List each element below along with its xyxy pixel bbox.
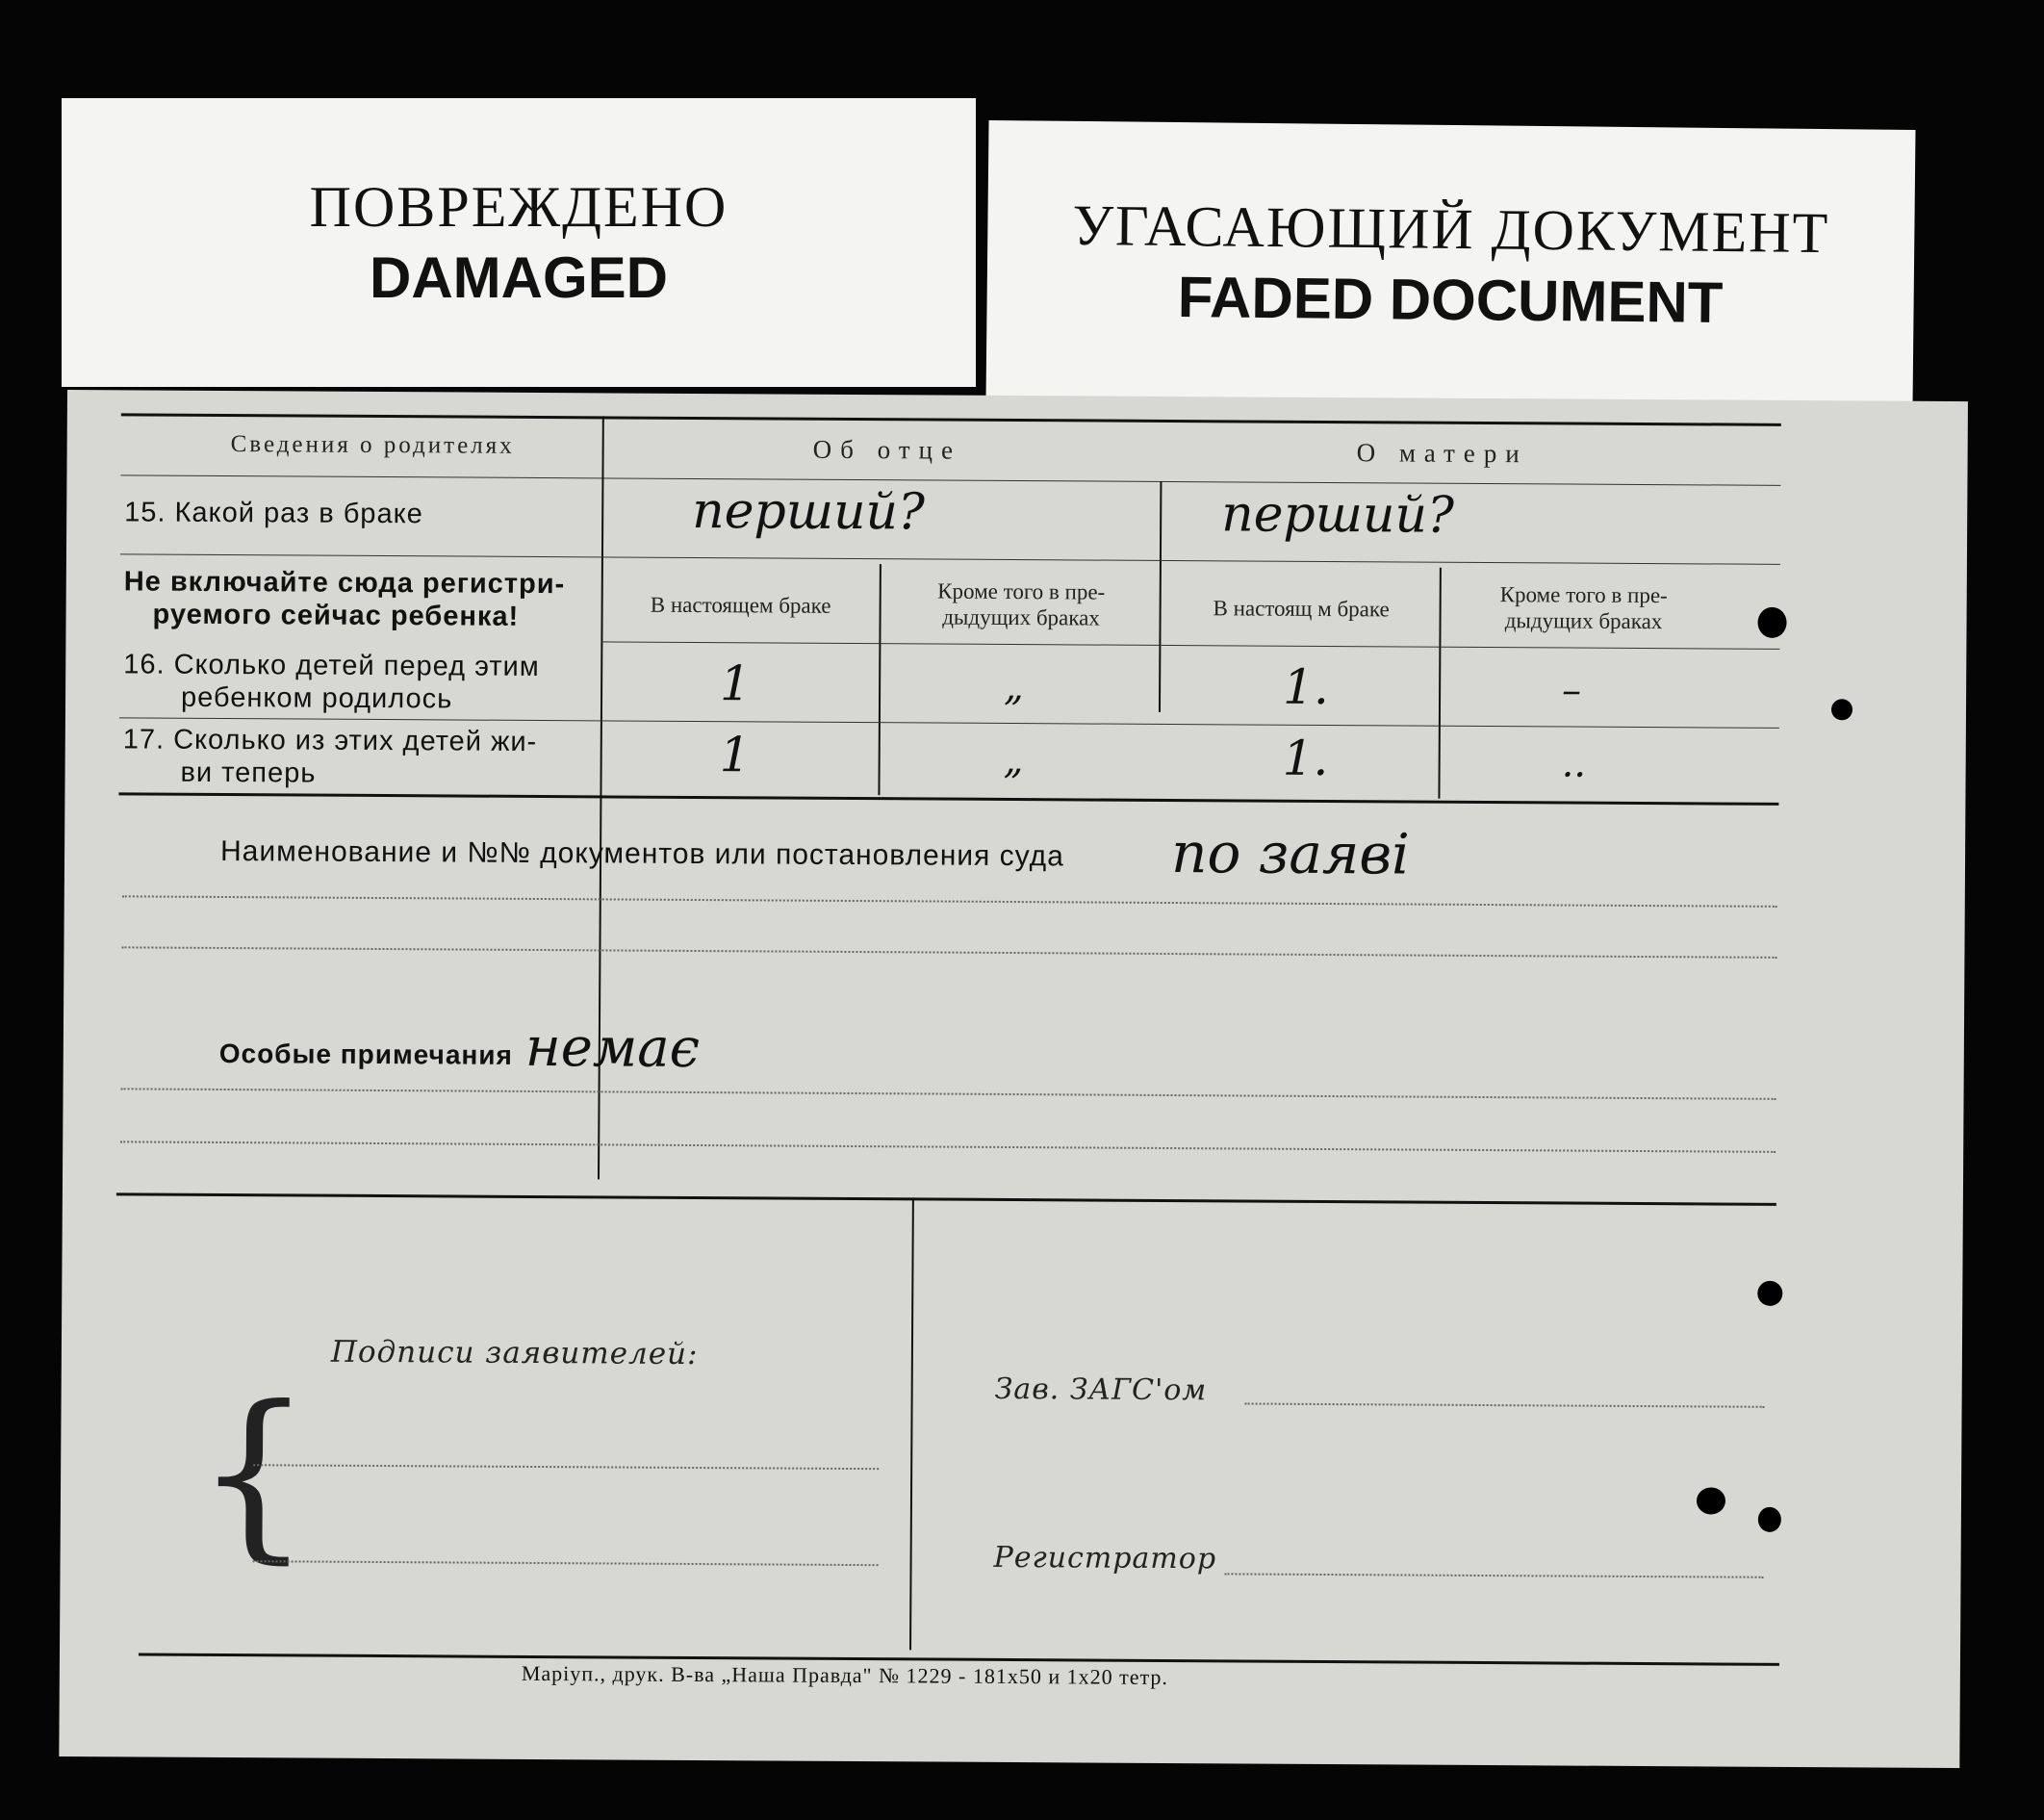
documents-dotted-line-1	[122, 895, 1777, 908]
divider-father-sub	[878, 564, 881, 795]
notes-dotted-line-1	[121, 1088, 1776, 1100]
question-16-line-2: ребенком родилось	[180, 681, 453, 715]
documents-dotted-line-2	[121, 946, 1776, 959]
answer-15-mother: перший?	[1221, 485, 1455, 545]
answer-17-mother-previous: ..	[1561, 741, 1587, 786]
col-header-father: Об отце	[812, 434, 962, 465]
question-17-line-2: ви теперь	[180, 756, 317, 789]
table-bottom-rule	[118, 792, 1778, 806]
punch-hole	[1697, 1487, 1725, 1514]
answer-15-father: перший?	[692, 481, 926, 542]
answer-16-mother-previous: –	[1561, 668, 1582, 713]
notes-label: Особые примечания	[218, 1038, 514, 1070]
applicants-signatures-label: Подписи заявителей:	[330, 1334, 699, 1372]
applicant-signature-line-2	[253, 1560, 879, 1566]
question-16-line-1: 16. Сколько детей перед этим	[123, 649, 540, 683]
applicant-signature-line-1	[253, 1464, 879, 1470]
zags-head-signature-line	[1245, 1402, 1765, 1407]
subheader-father-previous: Кроме того в пре- дыдущих браках	[937, 578, 1106, 630]
faded-label-en: FADED DOCUMENT	[1177, 265, 1724, 335]
damaged-label-ru: ПОВРЕЖДЕНО	[309, 175, 728, 239]
faded-document-label-card	[986, 120, 1916, 409]
answer-17-father-current: 1	[719, 727, 751, 783]
col-header-mother: О матери	[1356, 438, 1528, 469]
notes-dotted-line-2	[120, 1141, 1776, 1153]
subheader-mother-current: В настоящ м браке	[1213, 596, 1390, 622]
subheader-rule	[600, 641, 1779, 649]
row-15-rule	[120, 553, 1780, 565]
answer-16-father-previous: „	[1003, 664, 1025, 710]
signature-divider	[909, 1197, 914, 1650]
damaged-label-en: DAMAGED	[370, 245, 668, 310]
punch-hole	[1831, 699, 1852, 720]
punch-hole	[1757, 1281, 1782, 1306]
question-17-line-1: 17. Сколько из этих детей жи-	[122, 724, 538, 757]
punch-hole	[1758, 1507, 1781, 1532]
documents-label: Наименование и №№ документов или постановления суда	[219, 834, 1064, 873]
divider-mother-sub	[1438, 568, 1441, 799]
signature-brace: {	[194, 1366, 313, 1580]
printer-imprint: Маріуп., друк. В-ва „Наша Правда" № 1229 - 181х50 и 1х20 тетр.	[521, 1660, 1169, 1690]
zags-head-label: Зав. ЗАГС'ом	[994, 1371, 1208, 1408]
answer-17-father-previous: „	[1003, 737, 1024, 783]
damaged-label-card	[62, 98, 976, 387]
answer-16-mother-current: 1.	[1282, 658, 1330, 716]
table-top-rule	[121, 413, 1781, 426]
answer-16-father-current: 1	[719, 655, 752, 712]
faded-label-ru: УГАСАЮЩИЙ ДОКУМЕНТ	[1072, 192, 1830, 266]
subheader-mother-previous: Кроме того в пре- дыдущих браках	[1499, 582, 1668, 634]
birth-registration-form	[59, 390, 1968, 1768]
signature-section-rule	[116, 1192, 1776, 1206]
punch-hole	[1757, 607, 1786, 638]
registrar-signature-line	[1225, 1573, 1764, 1577]
documents-value: по заяві	[1170, 820, 1410, 887]
warning-line-2: руемого сейчас ребенка!	[152, 599, 520, 632]
header-rule	[120, 474, 1780, 486]
warning-line-1: Не включайте сюда регистри-	[123, 566, 566, 601]
notes-value: немає	[524, 1015, 701, 1081]
divider-father-mother	[1159, 481, 1162, 712]
registrar-label: Регистратор	[993, 1540, 1217, 1576]
answer-17-mother-current: 1.	[1282, 730, 1329, 787]
question-15: 15. Какой раз в браке	[124, 497, 423, 530]
subheader-father-current: В настоящем браке	[650, 592, 831, 618]
col-header-parents: Сведения о родителях	[230, 431, 515, 459]
